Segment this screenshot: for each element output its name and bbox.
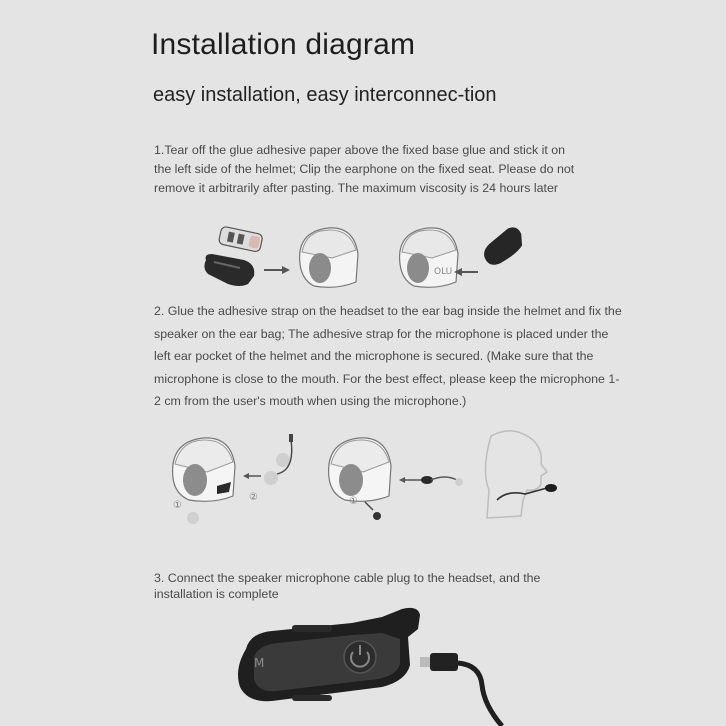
helmet-icon [173,438,235,501]
helmet-icon [300,228,358,287]
arrow-icon [454,268,478,276]
step-3-illustration [232,605,532,726]
helmet-logo-text: OLU [434,267,453,277]
device-logo-text: M [254,656,265,670]
step-1-illustration [200,222,530,292]
microphone-tip-icon [373,512,381,520]
usb-cable-plug-icon [420,653,502,726]
step-3-text: 3. Connect the speaker microphone cable plug to the headset, and the installation is complete [154,571,541,601]
step-2-text: 2. Glue the adhesive strap on the headset to the ear bag inside the helmet and fix the speaker on the ear bag; The adhesive strap for the microphone is placed under the left ear pocket of the helmet and the microphone is secured. (Make sure that the microphone is close to the mouth. For the best effect, please keep the microphone 1-2 cm from the user's mouth when using the microphone.) [154,304,622,408]
step-marker-2: ② [249,492,258,503]
step-marker-1: ① [349,496,358,507]
page-subtitle: easy installation, easy interconnec-tion [153,84,497,106]
headset-device-icon [204,254,254,286]
step-1-text: 1.Tear off the glue adhesive paper above the fixed base glue and stick it on the left side of the helmet; Clip the earphone on the fixed seat. Please do not remove it arbitrarily after pasting. The maximum viscosity is 24 hours later [154,143,575,195]
helmet-icon [400,228,458,287]
headset-device-icon [238,608,420,701]
speaker-pad-icon [187,512,199,524]
headset-device-icon [478,224,528,270]
user-head-icon [485,431,557,518]
microphone-cable-icon [421,476,463,486]
step-2-illustration [165,430,575,530]
speaker-cable-icon [264,434,293,485]
step-marker-1: ① [173,500,182,511]
arrow-icon [264,266,290,274]
fixed-base-plate-icon [218,226,263,252]
arrow-icon [243,473,261,479]
arrow-icon [399,477,421,483]
page-title: Installation diagram [151,28,416,61]
helmet-icon [329,438,391,501]
